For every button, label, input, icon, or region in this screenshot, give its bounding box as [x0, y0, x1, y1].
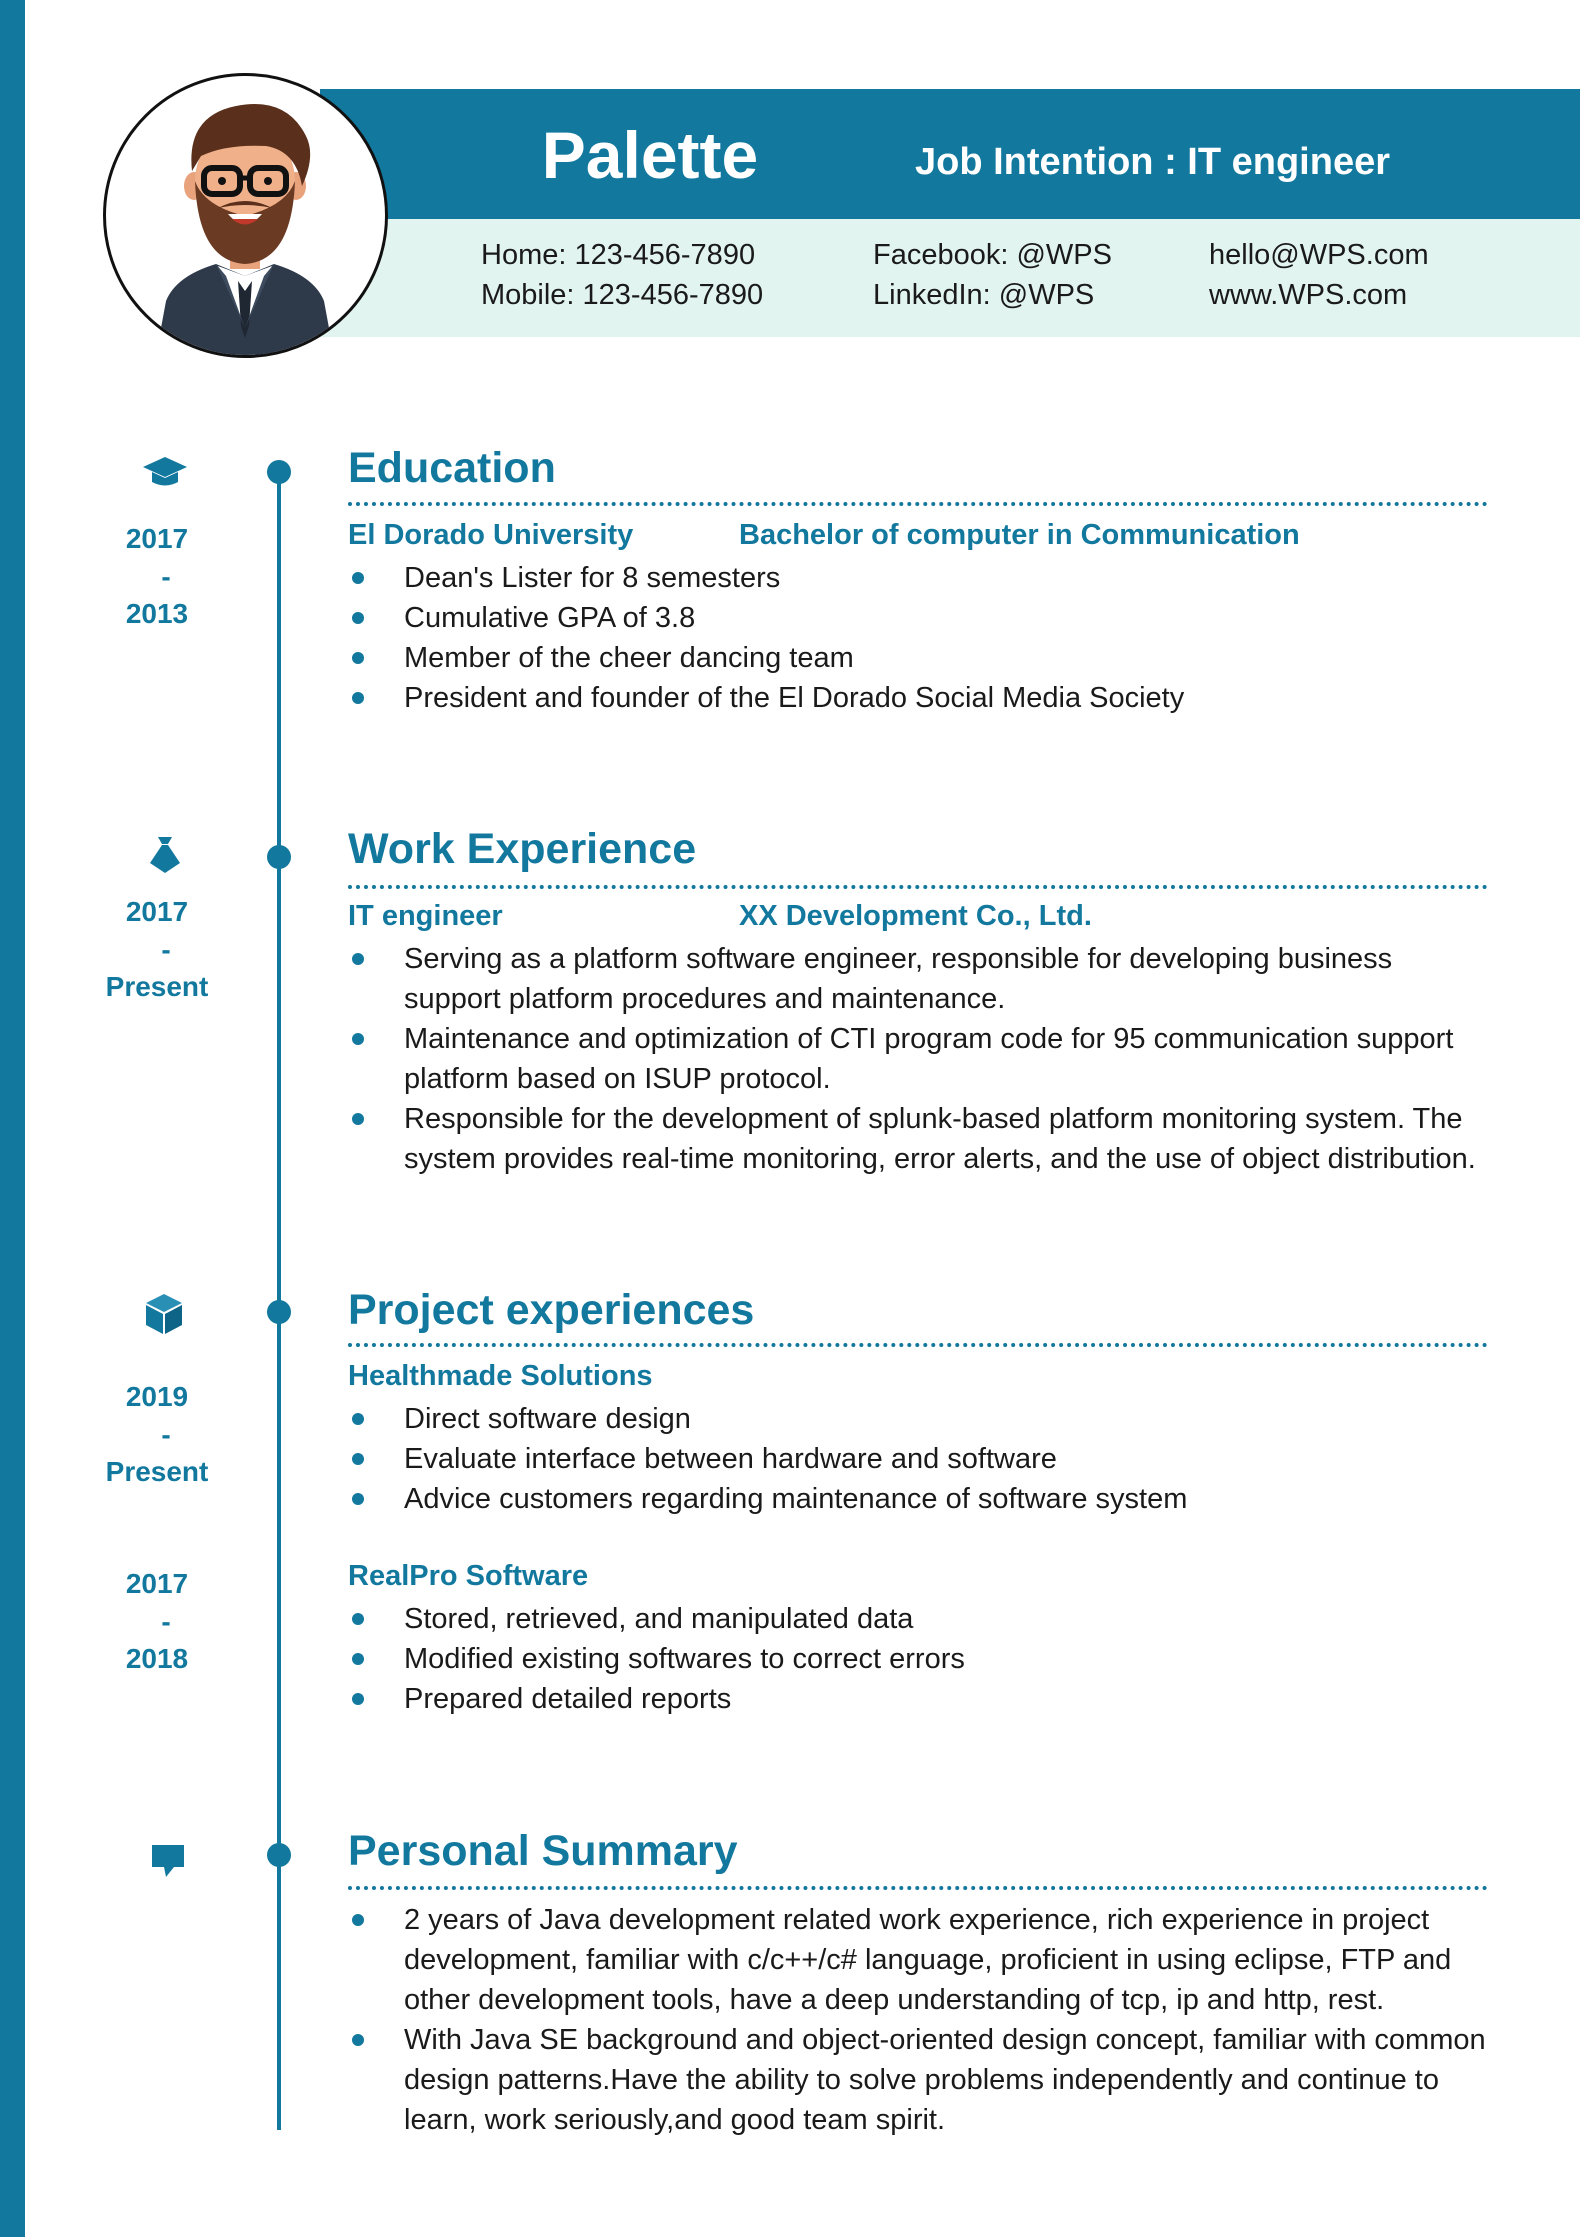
section-title-work: Work Experience: [348, 825, 697, 873]
timeline-dot-projects: [267, 1300, 291, 1324]
project-1-bullet-list: [348, 1399, 1488, 1519]
bullet-item: Member of the cheer dancing team: [348, 638, 1488, 678]
bullet-item: Cumulative GPA of 3.8: [348, 598, 1488, 638]
bullet-item: With Java SE background and object-oriented design concept, familiar with common design patterns.Have the ability to solve problems independently and continue to learn, work seriously,and good team spirit.: [348, 2020, 1488, 2140]
work-date-sep: -: [161, 933, 171, 965]
project-1-date-start: 2019: [125, 1381, 189, 1412]
education-degree: Bachelor of computer in Communication: [739, 519, 1300, 551]
website-link[interactable]: www.WPS.com: [1209, 279, 1408, 311]
project-1-name: Healthmade Solutions: [348, 1360, 653, 1392]
work-date-start: 2017: [125, 896, 189, 927]
project-2-date-sep: -: [161, 1605, 171, 1637]
bullet-item: Maintenance and optimization of CTI program code for 95 communication support platform based on ISUP protocol.: [348, 1019, 1488, 1099]
email-link[interactable]: hello@WPS.com: [1209, 239, 1429, 271]
linkedin-handle: LinkedIn: @WPS: [873, 279, 1095, 311]
contact-web: [1209, 235, 1429, 315]
contact-phones: [481, 235, 763, 315]
project-2-bullet-list: [348, 1599, 1488, 1719]
bullet-item: Advice customers regarding maintenance of software system: [348, 1479, 1488, 1519]
bullet-item: Direct software design: [348, 1399, 1488, 1439]
project-2-name: RealPro Software: [348, 1560, 589, 1592]
bullet-item: Serving as a platform software engineer, responsible for developing business support platform procedures and maintenance.: [348, 939, 1488, 1019]
contact-social: [873, 235, 1112, 315]
bullet-item: Modified existing softwares to correct errors: [348, 1639, 1488, 1679]
timeline-dot-work: [267, 845, 291, 869]
section-title-summary: Personal Summary: [348, 1827, 738, 1875]
bullet-item: Prepared detailed reports: [348, 1679, 1488, 1719]
mobile-phone: Mobile: 123-456-7890: [481, 279, 764, 311]
bullet-item: Evaluate interface between hardware and software: [348, 1439, 1488, 1479]
education-bullet-list: [348, 558, 1488, 718]
speech-bubble-icon: [150, 1843, 186, 1879]
tie-icon: [148, 835, 182, 875]
timeline-dot-summary: [267, 1843, 291, 1867]
project-1-date-sep: -: [161, 1418, 171, 1450]
bullet-item: President and founder of the El Dorado Social Media Society: [348, 678, 1488, 718]
section-divider: [348, 885, 1488, 889]
education-dates: [82, 520, 232, 633]
project-2-dates: [82, 1565, 232, 1678]
facebook-handle: Facebook: @WPS: [873, 239, 1112, 271]
education-date-sep: -: [161, 560, 171, 592]
work-company: XX Development Co., Ltd.: [739, 900, 1092, 932]
section-title-projects: Project experiences: [348, 1286, 755, 1334]
summary-bullet-list: [348, 1900, 1488, 2140]
home-phone: Home: 123-456-7890: [481, 239, 756, 271]
project-2-date-start: 2017: [125, 1568, 189, 1599]
bullet-item: Dean's Lister for 8 semesters: [348, 558, 1488, 598]
project-1-date-end: Present: [105, 1456, 209, 1487]
section-divider: [348, 1886, 1488, 1890]
work-dates: [82, 893, 232, 1006]
education-date-end: 2013: [125, 598, 189, 629]
left-accent-stripe: [0, 0, 25, 2237]
cube-icon: [144, 1292, 184, 1336]
project-2-date-end: 2018: [125, 1643, 189, 1674]
project-1-dates: [82, 1378, 232, 1491]
job-intention: Job Intention : IT engineer: [915, 141, 1390, 183]
section-divider: [348, 1343, 1488, 1347]
bullet-item: Responsible for the development of splunk-based platform monitoring system. The system provides real-time monitoring, error alerts, and the use of object distribution.: [348, 1099, 1488, 1179]
section-title-education: Education: [348, 444, 556, 492]
education-date-start: 2017: [125, 523, 189, 554]
section-divider: [348, 502, 1488, 506]
timeline-dot-education: [267, 460, 291, 484]
bearded-man-illustration-icon: [106, 76, 385, 355]
work-date-end: Present: [105, 971, 209, 1002]
avatar: [103, 73, 388, 358]
work-bullet-list: [348, 939, 1488, 1179]
graduation-cap-icon: [142, 455, 188, 489]
work-role: IT engineer: [348, 900, 503, 932]
bullet-item: 2 years of Java development related work experience, rich experience in project development, familiar with c/c++/c# language, proficient in using eclipse, FTP and other development tools, have a deep understanding of tcp, ip and http, rest.: [348, 1900, 1488, 2020]
candidate-name: Palette: [541, 118, 759, 192]
education-school: El Dorado University: [348, 519, 634, 551]
bullet-item: Stored, retrieved, and manipulated data: [348, 1599, 1488, 1639]
